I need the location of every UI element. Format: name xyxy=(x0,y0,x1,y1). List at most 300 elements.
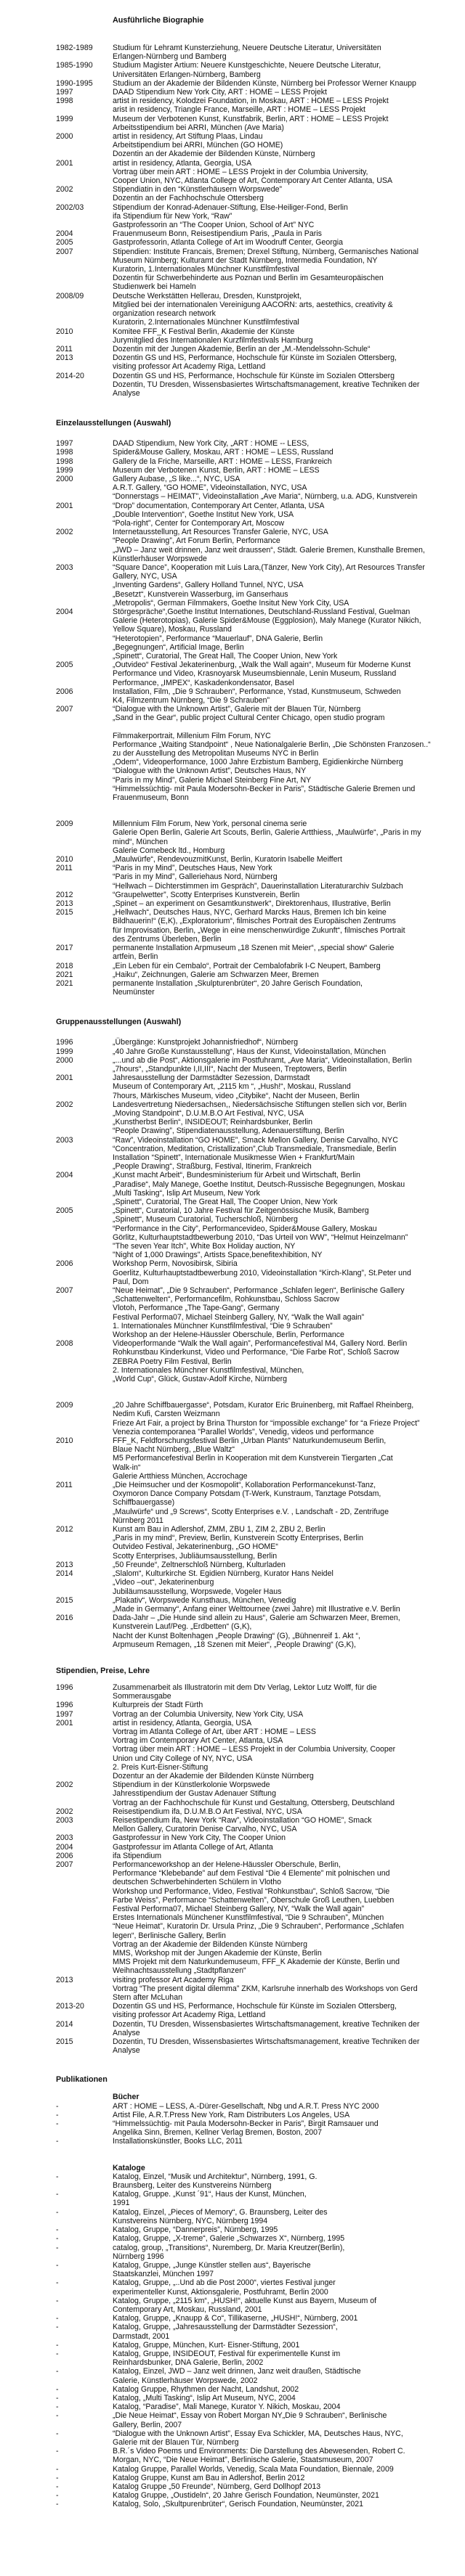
entry-line: MMS Projekt mit dem Naturkundemuseum, FFF_K Akademie der Künste, Berlin und xyxy=(113,1958,400,1967)
bullet-dash: - xyxy=(56,2349,59,2358)
entry-line: Arpmuseum Remagen, „18 Szenen mit Meier“, „People Drawing“ (G,K), xyxy=(113,1640,357,1649)
entry-year: 2021 xyxy=(56,970,73,979)
entry-text xyxy=(113,203,411,230)
entry-line: „Outvideo“ Festival Jekaterinenburg, „Walk the Wall again“, Museum für Moderne Kunst xyxy=(113,661,411,670)
list-entry xyxy=(0,345,465,353)
entry-text xyxy=(113,2500,411,2508)
entry-year: 2003 xyxy=(56,1135,73,1145)
entry-line: Vortrag im Atlanta College of Art, über ART : HOME – LESS xyxy=(113,1727,316,1736)
entry-line: Arbeitsstipendium bei ARRI, München (Ave Maria) xyxy=(113,123,284,132)
entry-line: “People Drawing”, Stipendiatenausstellung, Adenauerstiftung, Berlin xyxy=(113,1127,344,1136)
list-entry xyxy=(0,2323,465,2340)
entry-line: catalog, group, „Transitions“, Nuremberg, Dr. Maria Kreutzer(Berlin), xyxy=(113,2243,345,2252)
entry-line: Vortrag im Contemporary Art Center, Atlanta, USA xyxy=(113,1736,283,1746)
entry-line: Kulturpreis der Stadt Fürth xyxy=(113,1701,203,1710)
entry-line: Studium für Lehramt Kunsterziehung, Neuere Deutsche Literatur, Universitäten xyxy=(113,44,381,52)
list-entry xyxy=(0,2020,465,2037)
list-entry xyxy=(0,203,465,230)
list-entry xyxy=(0,855,465,864)
list-entry xyxy=(0,1710,465,1719)
entry-line: Museum Nürnberg; Kulturamt der Stadt Nürnberg, Intermedia Foundation, NY xyxy=(113,255,378,265)
entry-year: 2002/03 xyxy=(56,203,84,212)
entry-year: 2002 xyxy=(56,185,73,195)
entry-year: 2010 xyxy=(56,1436,73,1446)
entry-line: visiting professor Art Academy Riga, Lettland xyxy=(113,2011,266,2020)
list-entry xyxy=(0,79,465,88)
entry-line: Videoperformande “Walk the Wall again”, Performancefestival M4, Gallery Nord. Berlin xyxy=(113,1339,408,1349)
entry-line: „Übergänge: Kunstprojekt Johannisfriedhof“, Nürnberg xyxy=(113,1038,298,1047)
entry-text xyxy=(113,1038,411,1047)
entry-text xyxy=(113,1569,411,1596)
entry-line: „People Drawing“, Straßburg, Festival, Itinerim, Frankreich xyxy=(113,1162,312,1172)
entry-line: artist in residency, Atlanta, Georgia, USA xyxy=(113,158,252,168)
entry-text xyxy=(113,2429,411,2447)
entry-line: „...und ab die Post“, Aktionsgalerie im Postfuhramt, „Ave Maria“, Videoinstallation, Berlin xyxy=(113,1055,412,1065)
list-entry xyxy=(0,1596,465,1614)
entry-text xyxy=(113,1206,411,1259)
entry-text xyxy=(113,466,411,475)
entry-year: 1999 xyxy=(56,465,73,475)
entry-text xyxy=(113,457,411,466)
entry-line: Katalog, Gruppe. „Kunst ´91“, Haus der Kunst, München, xyxy=(113,2190,307,2199)
entry-line: Universitäten Erlangen-Nürnberg, Bamberg xyxy=(113,70,261,79)
entry-text xyxy=(113,88,411,97)
entry-line: „Spinett“, Curatorial, The Great Hall, The Cooper Union, New York xyxy=(113,1197,338,1206)
entry-line: Erstes Internationals Münchener Kunstfilmfestival, “Die 9 Schrauben”, München xyxy=(113,1913,384,1923)
entry-line: B.R.´s Video Poems und Environments: Die Darstellung des Abewesenden, Robert C. xyxy=(113,2447,405,2456)
entry-text xyxy=(113,731,431,803)
entry-text xyxy=(113,2447,411,2464)
list-entry xyxy=(0,2482,465,2491)
entry-line: Gastprofessur im Atlanta College of Art, Atlanta xyxy=(113,1842,273,1852)
entry-line: 2. Internationales Münchner Kunstfilmfestival, München, xyxy=(113,1365,304,1375)
entry-line: Oxymoron Dance Company Potsdam (T-Werk, Kunstraum, Tanztage Potsdam, xyxy=(113,1489,381,1499)
entry-line: Katalog, Gruppe, „X-treme“, Galerie „Schwarzes X“, Nürnberg, 1995 xyxy=(113,2234,345,2244)
list-entry xyxy=(0,229,465,238)
entry-text xyxy=(113,2119,411,2137)
entry-line: Goerlitz, Kulturhauptstadtbewerbung 2010, Videoinstallation “Kirch-Klang”, St.Peter und xyxy=(113,1268,411,1277)
list-entry xyxy=(0,1436,465,1481)
entry-line: Gastprofessorin an “The Cooper Union, School of Art” NYC xyxy=(113,221,315,230)
entry-year: 2007 xyxy=(56,705,73,714)
solo-exhibitions-list xyxy=(0,439,465,723)
entry-line: Dozentin an der Fachhochschule Ottersberg xyxy=(113,194,264,203)
entry-line: „Paris in my mind“, Preview, Berlin, Kunstverein Scotty Enterprises, Berlin xyxy=(113,1534,364,1543)
entry-line: 1. Internationales Münchner Kunstfilmfestival, “Die 9 Schrauben” xyxy=(113,1321,333,1330)
list-entry xyxy=(0,2394,465,2403)
entry-line: Analyse xyxy=(113,2046,140,2056)
entry-line: Jahresstipendium der Gustav Adenauer Stiftung xyxy=(113,1789,276,1799)
entry-text xyxy=(113,2350,411,2367)
entry-line: „Video –out“, Jekaterinenburg xyxy=(113,1578,214,1587)
entry-text xyxy=(113,439,411,448)
entry-line: Dozentin GS und HS, Performance, Hochschule für Künste im Sozialen Ottersberg, xyxy=(113,2002,397,2011)
list-entry xyxy=(0,944,465,961)
entry-line: Katalog Gruppe, Parallel Worlds, Venedig, Scala Mata Foundation, Biennale, 2009 xyxy=(113,2464,394,2474)
list-entry xyxy=(0,1860,465,1976)
entry-text xyxy=(113,238,411,247)
list-entry xyxy=(0,2403,465,2411)
entry-line: „Spinett“, Curatorial, The Great Hall, The Cooper Union, New York xyxy=(113,652,338,661)
entry-text xyxy=(113,2341,411,2350)
entry-line: K4, Filmzentrum Nürnberg, “Die 9 Schrauben” xyxy=(113,696,270,706)
entry-year: 1996 xyxy=(56,1701,73,1710)
entry-text xyxy=(113,61,411,78)
entry-line: „Paradise“, Maly Manege, Goethe Institut, Deutsch-Russische Begegnungen, Moskau xyxy=(113,1179,405,1189)
entry-year: 2002 xyxy=(56,1780,73,1790)
entry-text xyxy=(113,1171,411,1206)
list-entry xyxy=(0,457,465,466)
entry-text xyxy=(113,2411,411,2429)
entry-line: M5 Performancefestival Berlin in Kooperation mit dem Kunstverein Tiergarten „Cat xyxy=(113,1454,393,1463)
entry-text xyxy=(113,371,420,398)
entry-line: Workshop an der Helene-Häussler Oberschule, Berlin, Performance xyxy=(113,1330,344,1340)
entry-line: Reisestipendium ifa, New York “Raw”, Videoinstallation “GO HOME”, Smack xyxy=(113,1815,372,1825)
list-entry xyxy=(0,2261,465,2278)
entry-line: „Besetzt“, Kunstverein Wasserburg, im Ganserhaus xyxy=(113,589,288,599)
bullet-dash: - xyxy=(56,2190,59,2199)
bullet-dash: - xyxy=(56,2403,59,2412)
prizes-list xyxy=(0,1683,465,2056)
entry-year: 2006 xyxy=(56,1851,73,1860)
entry-line: „Slalom“, Kulturkirche St. Egidien Nürnberg, Kurator Hans Neidel xyxy=(113,1569,333,1579)
entry-line: „Die Neue Heimat“, Essay von Robert Morgan NY„Die 9 Schrauben“, Berlinische xyxy=(113,2411,387,2421)
list-entry xyxy=(0,1561,465,1569)
list-entry xyxy=(0,292,465,327)
entry-year: 2004 xyxy=(56,229,73,239)
entry-text xyxy=(113,2297,411,2314)
entry-line: Dozentin GS und HS, Performance, Hochschule für Künste im Sozialen Ottersberg xyxy=(113,371,395,380)
entry-line: Dozentin an der Akademie der Bildenden Künste, Nürnberg xyxy=(113,150,315,159)
entry-line: Katalog Gruppe „50 Freunde“, Nürnberg, Gerd Dollhopf 2013 xyxy=(113,2482,321,2491)
entry-line: zu der Ausstellung des Metropolitan Museums NYC in Berlin xyxy=(113,749,319,759)
list-entry xyxy=(0,372,465,398)
entry-year: 2009 xyxy=(56,819,73,829)
entry-text xyxy=(113,705,411,722)
entry-text xyxy=(113,1852,411,1860)
entry-line: Nürnberg 2011 xyxy=(113,1516,163,1525)
entry-year: 2003 xyxy=(56,563,73,572)
entry-line: „Schattenwelten“, Performancefilm, Rohkunstbau, Schloss Sacrow xyxy=(113,1295,340,1304)
entry-year: 2018 xyxy=(56,961,73,970)
entry-year: 1999 xyxy=(56,114,73,123)
entry-line: des Zentrums Überleben, Berlin xyxy=(113,934,222,944)
bullet-dash: - xyxy=(56,2110,59,2119)
list-entry xyxy=(0,502,465,528)
entry-line: für Improvisation, Berlin, „Wege in eine menschenwürdige Zukunft“, filmisches Portrait xyxy=(113,925,405,935)
entry-line: DAAD Stipendium New York City, ART : HOME – LESS Projekt xyxy=(113,88,327,97)
entry-line: A.R.T. Gallery, “GO HOME”, Videoinstallation, NYC, USA xyxy=(113,483,307,493)
subheading-catalogs: Kataloge xyxy=(113,2163,145,2172)
entry-line: “Neue Heimat”, Kuratorin Dr. Ursula Prinz, „Die 9 Schrauben“, Performance „Schlafen xyxy=(113,1922,404,1931)
entry-text xyxy=(113,1286,411,1339)
bullet-dash: - xyxy=(56,2101,59,2111)
entry-line: Nacht der Kunst Boltenhagen „People Drawing“ (G), „Bühnenreif 1. Akt “, xyxy=(113,1631,360,1640)
entry-line: „Spinet – an experiment on Gesamtkunstwerk“, Direktorenhaus, Illustrative, Berlin xyxy=(113,899,391,909)
entry-line: “Square Dance”, Kooperation mit Luis Lara,(Tänzer, New York City), Art Resources Transfer xyxy=(113,563,425,572)
bullet-dash: - xyxy=(56,2172,59,2181)
list-entry xyxy=(0,439,465,448)
entry-line: “Neue Heimat”, „Die 9 Schrauben“, Performance „Schlafen legen“, Berlinische Gallery xyxy=(113,1286,405,1295)
entry-line: Darmstadt, 2001 xyxy=(113,2331,170,2341)
entry-text xyxy=(113,1710,411,1719)
entry-year: 1982-1989 xyxy=(56,44,93,52)
list-entry xyxy=(0,159,465,186)
list-entry xyxy=(0,1206,465,1259)
entry-text xyxy=(113,2491,411,2500)
entry-line: Vortrag “The present digital dilemma” ZKM, Karlsruhe innerhalb des Workshops von Gerd xyxy=(113,1984,418,1993)
entry-year: 2004 xyxy=(56,607,73,616)
list-entry xyxy=(0,563,465,608)
entry-line: Erlangen-Nürnberg und Bamberg xyxy=(113,52,227,62)
entry-line: Dozentin, TU Dresden, Wissensbasiertes Wirtschaftsmanagement, kreative Techniken der xyxy=(113,2037,420,2047)
list-entry xyxy=(0,705,465,722)
bullet-dash: - xyxy=(56,2500,59,2509)
entry-line: “Hellwach – Dichterstimmen im Gespräch”, Dauerinstallation Literaturarchiv Sulzbach xyxy=(113,881,403,891)
entry-line: Contemporary Art, Moskau, Russland, 2001 xyxy=(113,2305,262,2314)
entry-text xyxy=(113,2111,411,2119)
entry-year: 2004 xyxy=(56,1171,73,1180)
entry-year: 2007 xyxy=(56,247,73,256)
entry-year: 2002 xyxy=(56,528,73,537)
entry-line: Schiffbauergasse) xyxy=(113,1498,175,1508)
list-entry xyxy=(0,908,465,944)
entry-text xyxy=(113,115,411,132)
entry-line: Performance, „IMPEX“, Kaskadenkondensator, Basel xyxy=(113,678,294,687)
entry-text xyxy=(113,2474,411,2482)
entry-line: Performance „Waiting Standpoint“ , Neue Nationalgalerie Berlin, „Die Schönsten Franzosen..“ xyxy=(113,740,431,749)
entry-text xyxy=(113,1843,411,1852)
list-entry xyxy=(0,1807,465,1816)
entry-line: Performanceworkshop an der Helene-Häussler Oberschule, Berlin, xyxy=(113,1860,341,1869)
list-entry xyxy=(0,97,465,114)
list-entry xyxy=(0,2500,465,2508)
list-entry xyxy=(0,2367,465,2384)
entry-line: Artist File, A.R.T.Press New York, Ram Distributers Los Angeles, USA xyxy=(113,2110,350,2119)
entry-year: 2014-20 xyxy=(56,371,84,380)
entry-year: 2013 xyxy=(56,899,73,909)
list-entry xyxy=(0,661,465,687)
list-entry xyxy=(0,61,465,78)
entry-text xyxy=(113,2037,420,2056)
entry-line: Union und City College of NY, NYC, USA xyxy=(113,1754,253,1763)
entry-year: 1996 xyxy=(56,1038,73,1047)
entry-line: „Odem“, Videoperformance, 1000 Jahre Erzbistum Bamberg, Egidienkirche Nürnberg xyxy=(113,758,403,767)
list-entry xyxy=(0,475,465,502)
entry-line: Dozentin, TU Dresden, Wissensbasiertes Wirtschaftsmanagement, kreative Techniken der xyxy=(113,380,420,389)
entry-line: Komitee FFF_K Festival Berlin, Akademie der Künste xyxy=(113,327,295,336)
entry-line: 7hours, Märkisches Museum, video „Citybike“, Nacht der Museen, Berlin xyxy=(113,1091,360,1100)
entry-line: Katalog, Gruppe, „Jahresausstellung der Darmstädter Sezession“, xyxy=(113,2323,338,2332)
list-entry xyxy=(0,687,465,705)
bullet-dash: - xyxy=(56,2234,59,2244)
entry-line: Staatskanzlei, München 1997 xyxy=(113,2270,214,2279)
entry-line: Rohkunstbau Kinderkunst, Video und Performance, “Die Farbe Rot”, Schloß Sacrow xyxy=(113,1348,400,1357)
entry-line: artist in residency, Kolodzei Foundation, in Moskau, ART : HOME – LESS Projekt xyxy=(113,97,389,106)
entry-line: Reinhardsbunker, DNA Galerie, Berlin, 2002 xyxy=(113,2358,264,2368)
entry-line: “Himmelssüchtig- mit Paula Modersohn-Becker in Paris”, Städtische Galerie Bremen und xyxy=(113,784,416,793)
list-entry xyxy=(0,970,465,979)
bullet-dash: - xyxy=(56,2340,59,2350)
entry-text xyxy=(113,2403,411,2411)
entry-text xyxy=(113,2137,411,2146)
entry-text xyxy=(113,1056,411,1074)
entry-year: 2004 xyxy=(56,1842,73,1852)
entry-line: organization research network xyxy=(113,309,216,319)
entry-line: „Begegnungen“, Artificial Image, Berlin xyxy=(113,642,244,652)
entry-line: Morgan, NYC, “Die Neue Heimat”, Berlinische Galerie, Staatsmuseum, 2007 xyxy=(113,2456,373,2465)
entry-year: 2011 xyxy=(56,344,73,353)
entry-year: 1990-1995 xyxy=(56,78,93,88)
entry-year: 2002 xyxy=(56,1807,73,1816)
entry-line: Frieze Art Fair, a project by Brina Thurston for “impossible exchange” for “a Frieze Project” xyxy=(113,1418,420,1428)
entry-year: 2010 xyxy=(56,327,73,336)
entry-text xyxy=(113,962,411,970)
entry-line: Dozentin, TU Dresden, Wissensbasiertes Wirtschaftsmanagement, kreative Techniken der xyxy=(113,2019,420,2029)
entry-line: Frauenmuseum, Bonn xyxy=(113,793,189,803)
section-heading-prizes: Stipendien, Preise, Lehre xyxy=(56,1666,150,1675)
list-entry xyxy=(0,899,465,908)
entry-year: 1997 xyxy=(56,88,73,97)
entry-year: 2013 xyxy=(56,1975,73,1984)
entry-line: Installation, Film, „Die 9 Schrauben“, Performance, Ystad, Kunstmuseum, Schweden xyxy=(113,687,401,696)
entry-line: Gastprofessorin, Atlanta College of Art im Woodruff Center, Georgia xyxy=(113,238,343,248)
section-heading-publications: Publikationen xyxy=(56,2075,108,2085)
bullet-dash: - xyxy=(56,2367,59,2376)
entry-line: Künstlerhäuser Worpswede xyxy=(113,554,207,563)
entry-year: 2006 xyxy=(56,1259,73,1269)
entry-line: „Maulwürfe“, RendevouzmitKunst, Berlin, Kuratorin Isabelle Meiffert xyxy=(113,855,342,864)
bullet-dash: - xyxy=(56,2464,59,2474)
entry-line: permanente Installation „Skulpturenbrüter“, 20 Jahre Gerisch Foundation, xyxy=(113,978,363,988)
entry-line: Katalog, Gruppe, „2115 km“, „HUSH!“, aktuelle Kunst aus Bayern, Museum of xyxy=(113,2296,377,2305)
entry-text xyxy=(113,44,411,61)
entry-text xyxy=(113,819,421,855)
entry-line: FFF_K, Feldforschungsfestival Berlin „Urban Plants“ Naturkundemuseum Berlin, xyxy=(113,1436,387,1446)
entry-line: Katalog Gruppe, Kunst am Bau in Adlershof, Berlin 2012 xyxy=(113,2473,305,2482)
entry-line: Dozentin für Schwerbehinderte aus Poznan und Berlin im Gesamteuropäischen xyxy=(113,274,384,283)
list-entry xyxy=(0,1259,465,1286)
list-entry xyxy=(0,1976,465,2003)
list-entry xyxy=(0,1833,465,1842)
entry-line: visiting professor Art Academy Riga xyxy=(113,1975,234,1984)
bullet-dash: - xyxy=(56,2314,59,2323)
entry-line: Vortrag an der Fachhochschule für Kunst und Gestaltung, Ottersberg, Deutschland xyxy=(113,1798,395,1807)
bullet-dash: - xyxy=(56,2429,59,2438)
entry-line: Katalog, Gruppe, „Knaupp & Co“, Tillikaserne, „HUSH!“, Nürnberg, 2001 xyxy=(113,2314,358,2323)
entry-year: 2011 xyxy=(56,864,73,873)
entry-text xyxy=(113,1701,411,1709)
entry-line: Katalog, Solo, „Skultpurenbrüter“, Gerisch Foundation, Neumünster, 2021 xyxy=(113,2500,364,2509)
entry-line: „7hours“, „Standpunkte I,II,III“, Nacht der Museen, Treptowers, Berlin xyxy=(113,1064,347,1074)
entry-line: ifa Stipendium für New York, “Raw” xyxy=(113,211,232,221)
entry-line: Katalog, Gruppe, „Junge Künstler stellen aus“, Bayerische xyxy=(113,2260,311,2270)
entry-text xyxy=(113,1780,411,1807)
entry-line: Dozentin mit der Jungen Akademie, Berlin an der „M.-Mendelssohn-Schule“ xyxy=(113,344,371,353)
entry-line: Outvideo Festival, Jekaterinenburg, „GO HOME“ xyxy=(113,1542,278,1552)
entry-line: Stipendium der Konrad-Adenauer-Stiftung, Else-Heiliger-Fond, Berlin xyxy=(113,203,348,212)
list-entry xyxy=(0,1525,465,1561)
entry-line: Kuratorin, 2.Internationales Münchner Kunstfilmfestival xyxy=(113,318,299,327)
solo-exhibitions-list-2009 xyxy=(0,819,465,997)
list-entry xyxy=(0,44,465,61)
entry-year: 2003 xyxy=(56,1833,73,1843)
entry-text xyxy=(113,1436,411,1481)
list-entry xyxy=(0,2190,465,2207)
entry-line: “Pola-right”, Center for Contemporary Art, Moscow xyxy=(113,518,285,528)
list-entry xyxy=(0,2137,465,2146)
entry-text xyxy=(113,687,411,705)
entry-year: 2003 xyxy=(56,1815,73,1825)
list-entry xyxy=(0,132,465,159)
entry-line: Görlitz, Kulturhauptstadtbewerbung 2010, “Das Urteil von WW”, “Helmut Heinzelmann” xyxy=(113,1232,408,1242)
entry-text xyxy=(113,1339,411,1383)
entry-line: mind“, München xyxy=(113,837,168,846)
entry-text xyxy=(113,2385,411,2394)
books-list xyxy=(0,2102,465,2146)
list-entry xyxy=(0,1481,465,1525)
entry-line: permanente Installation Arpmuseum „18 Szenen mit Meier“, „special show“ Galerie xyxy=(113,944,395,953)
entry-text xyxy=(113,159,411,186)
entry-line: „World Cup“, Glück, Gustav-Adolf Kirche, Nürnberg xyxy=(113,1375,288,1384)
entry-line: Walk-in“ xyxy=(113,1463,141,1472)
bullet-dash: - xyxy=(56,2207,59,2217)
bullet-dash: - xyxy=(56,2260,59,2270)
entry-line: “Performance in the City”, Performancevideo, Spider&Mouse Gallery, Moskau xyxy=(113,1224,377,1233)
entry-line: artfein, Berlin xyxy=(113,952,158,962)
entry-line: Katalog, „Multi Tasking“, Islip Art Museum, NYC, 2004 xyxy=(113,2393,296,2403)
entry-text xyxy=(113,1683,411,1701)
entry-line: “Paris in my Mind”, Deutsches Haus, New York xyxy=(113,864,272,873)
entry-line: Performance und Video, Krasnoyarsk Museumsbiennale, Lenin Museum, Russland xyxy=(113,669,397,679)
entry-text xyxy=(113,864,411,891)
section-heading-group: Gruppenausstellungen (Auswahl) xyxy=(56,1018,182,1027)
bullet-dash: - xyxy=(56,2447,59,2456)
list-entry xyxy=(0,1843,465,1852)
entry-line: MMS, Workshop mit der Jungen Akademie der Künste, Berlin xyxy=(113,1949,322,1958)
list-entry xyxy=(0,528,465,563)
entry-line: „Hellwach“, Deutsches Haus, NYC, Gerhard Marcks Haus, Bremen Ich bin keine xyxy=(113,908,387,917)
entry-line: artist in residency, Atlanta, Georgia, USA xyxy=(113,1718,252,1727)
list-entry xyxy=(0,1136,465,1172)
entry-line: Gallery Aubase, „S like...“, NYC, USA xyxy=(113,474,240,483)
list-entry xyxy=(0,1816,465,1833)
solo-exhibitions-list-2008 xyxy=(0,732,465,803)
entry-line: Cooper Union, NYC, Atlanta College of Art, Contemporary Art Center Atlanta, USA xyxy=(113,176,393,186)
entry-line: Farbe Weiss”, Performance “Schattenwelten”, Oberschule Groß Leuthen, Luebben xyxy=(113,1895,395,1905)
entry-line: Vortrag über mein ART : HOME – LESS Projekt in der Columbia University, Cooper xyxy=(113,1745,396,1754)
entry-line: Stipendien: Institute Francais, Bremen; Drexel Stiftung, Nürnberg, Germanisches National xyxy=(113,247,419,256)
entry-text xyxy=(113,2367,411,2384)
entry-line: Bildhauerin!“ (E,K), „Exploratorium“, filmisches Portrait des Europäischen Zentrums xyxy=(113,917,396,926)
entry-year: 2000 xyxy=(56,474,73,483)
entry-line: Analyse xyxy=(113,2028,140,2037)
entry-year: 2015 xyxy=(56,908,73,917)
list-entry xyxy=(0,1852,465,1860)
entry-line: visiting professor Art Academy Riga, Lettland xyxy=(113,362,266,372)
bullet-dash: - xyxy=(56,2473,59,2482)
entry-line: Studienwerk bei Hameln xyxy=(113,282,196,292)
bullet-dash: - xyxy=(56,2243,59,2252)
list-entry xyxy=(0,466,465,475)
list-entry xyxy=(0,2385,465,2394)
list-entry xyxy=(0,1683,465,1701)
entry-text xyxy=(113,2172,411,2190)
bullet-dash: - xyxy=(56,2482,59,2491)
entry-line: Blaue Nacht Nürnberg, „Blue Waltz“ xyxy=(113,1445,235,1455)
entry-line: Katalog, Gruppe, „..Und ab die Post 2000“, viertes Festival junger xyxy=(113,2278,336,2288)
entry-line: „50 Freunde“, Zeltnerschloß Nürnberg, Kulturladen xyxy=(113,1560,286,1569)
